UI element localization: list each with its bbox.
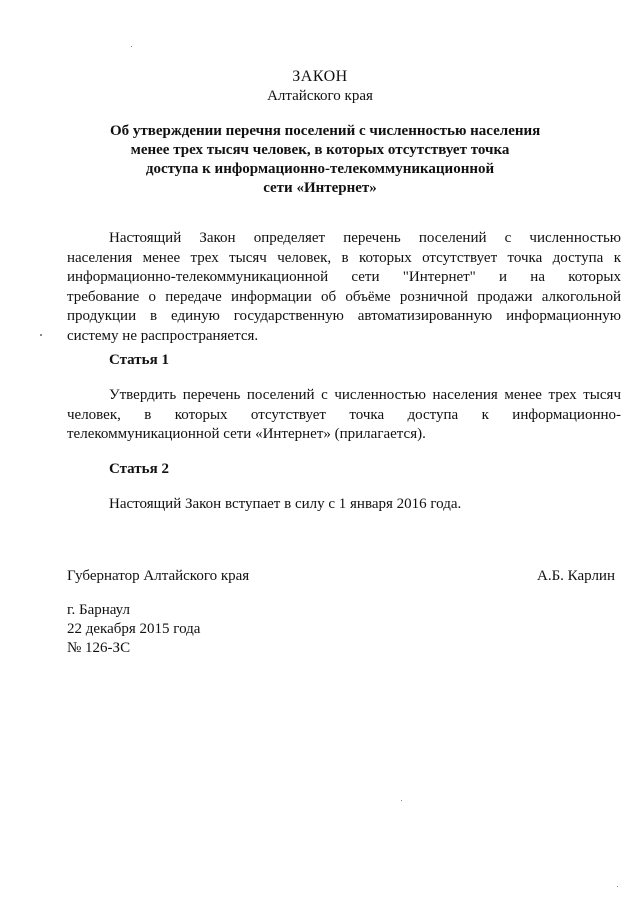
preamble-line: информационно-телекоммуникационной сети "Интернет" и на которых [67, 269, 621, 285]
scan-speck [40, 334, 42, 336]
law-title [110, 122, 541, 198]
preamble-line: продукции в единую государственную автоматизированную информационную [67, 308, 621, 324]
law-title-line: доступа к информационно-телекоммуникационной [145, 161, 495, 177]
scan-speck [131, 46, 132, 47]
signing-city: г. Барнаул [67, 602, 130, 618]
law-title-line: сети «Интернет» [263, 180, 377, 196]
region-name: Алтайского края [267, 88, 373, 104]
signatory-position: Губернатор Алтайского края [67, 568, 250, 584]
article-1-line: телекоммуникационной сети «Интернет» (прилагается). [67, 426, 426, 442]
article-2-text: Настоящий Закон вступает в силу с 1 января 2016 года. [109, 496, 462, 512]
preamble-line: требование о передаче информации об объёме розничной продажи алкогольной [67, 288, 621, 305]
document-footer [67, 601, 200, 658]
preamble-line: Настоящий Закон определяет перечень поселений с численностью [109, 230, 621, 246]
document-type: ЗАКОН [292, 68, 348, 85]
signing-date: 22 декабря 2015 года [67, 621, 201, 637]
article-1-heading: Статья 1 [109, 352, 169, 368]
law-title-line: Об утверждении перечня поселений с численностью населения [110, 123, 541, 139]
scan-speck [401, 800, 402, 801]
article-1-line: Утвердить перечень поселений с численностью населения менее трех тысяч [109, 387, 621, 403]
law-title-line: менее трех тысяч человек, в которых отсутствует точка [130, 142, 510, 158]
article-2-heading: Статья 2 [109, 461, 169, 477]
preamble-line: населения менее трех тысяч человек, в которых отсутствует точка доступа к [67, 249, 621, 266]
preamble-paragraph [67, 229, 621, 346]
signatory-name: А.Б. Карлин [536, 568, 615, 584]
scan-speck [617, 886, 618, 887]
article-1-text [67, 386, 621, 445]
law-number: № 126-ЗС [67, 640, 131, 656]
article-1-line: человек, в которых отсутствует точка доступа к информационно- [67, 406, 621, 423]
preamble-line: систему не распространяется. [67, 327, 259, 344]
